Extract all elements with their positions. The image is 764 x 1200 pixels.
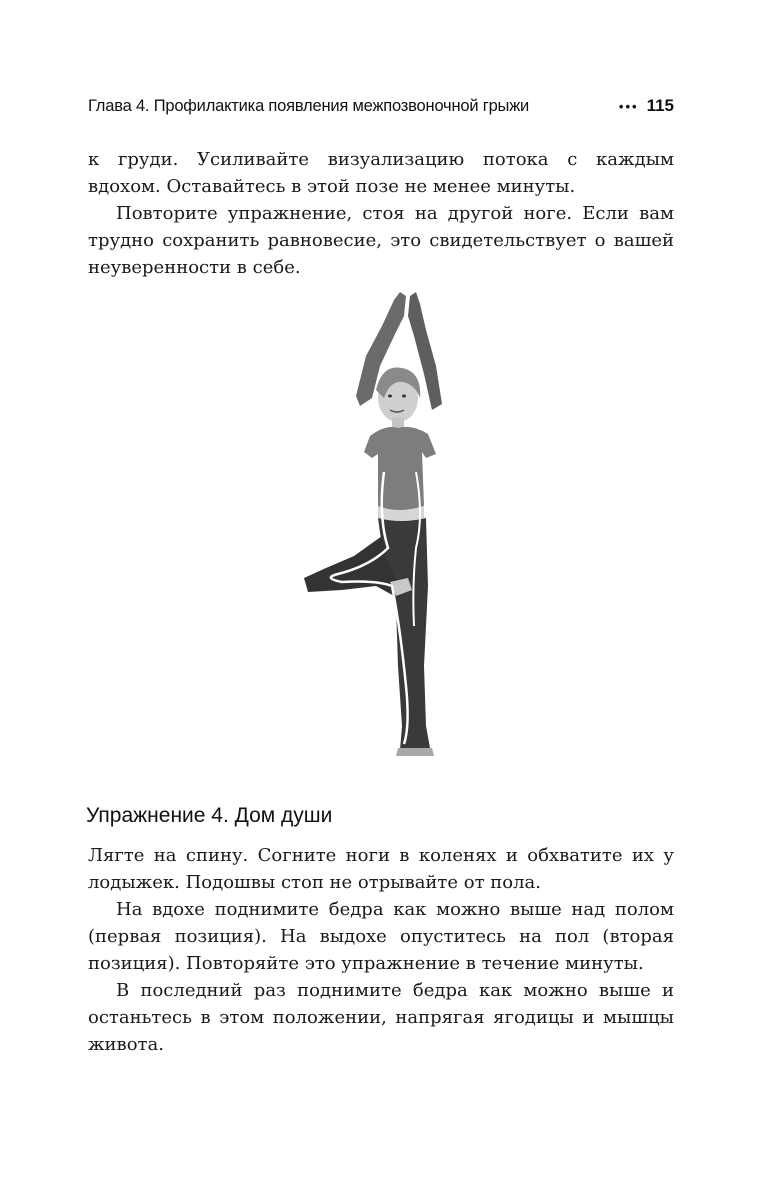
chapter-title: Глава 4. Профилактика появления межпозвоночной грыжи: [88, 97, 530, 115]
exercise-text-block: [88, 842, 674, 1058]
t-shirt: [364, 427, 436, 511]
running-header: [88, 96, 674, 116]
page-number: 115: [646, 96, 674, 115]
paragraph-continuation: к груди. Усиливайте визуализацию потока с каждым вдохом. Оставайтесь в этой позе не менее минуты.: [88, 149, 674, 197]
paragraph-repeat-other-leg: Повторите упражнение, стоя на другой ноге. Если вам трудно сохранить равновесие, это свидетельствует о вашей неуверенности в себе.: [88, 203, 674, 278]
paragraph-inhale-raise: На вдохе поднимите бедра как можно выше над полом (первая позиция). На выдохе опуститесь на пол (вторая позиция). Повторяйте это упражнение в течение минуты.: [88, 899, 674, 974]
tree-pose-photo: [286, 286, 456, 766]
paragraph-last-time: В последний раз поднимите бедра как можно выше и останьтесь в этом положении, напрягая ягодицы и мышцы живота.: [88, 980, 674, 1055]
header-right: [619, 96, 674, 116]
exercise-heading: Упражнение 4. Дом души: [86, 804, 333, 827]
trousers: [378, 518, 430, 750]
paragraph-lie-on-back: Лягте на спину. Согните ноги в коленях и обхватите их у лодыжек. Подошвы стоп не отрывайте от пола.: [88, 845, 674, 893]
top-text-block: [88, 146, 674, 281]
header-dots: •••: [618, 99, 639, 114]
